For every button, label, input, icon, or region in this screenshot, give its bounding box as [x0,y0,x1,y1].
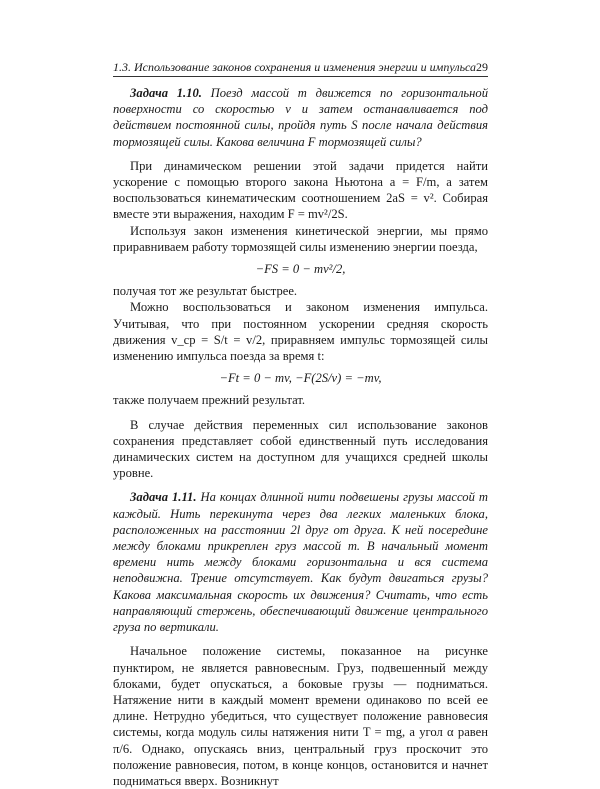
problem-text: Поезд массой m движется по горизонтальной поверхности со скоростью v и затем останавливается под действием постоянной силы, пройдя путь S после начала действия тормозящей силы. Какова величина F тормозящей силы? [113,86,489,149]
problem-heading: Задача 1.11. [130,490,197,505]
problem-text: На концах длинной нити подвешены грузы массой m каждый. Нить перекинута через два легких маленьких блока, расположенных на расстоянии 2l друг от друга. К ней посередине между блоками прикреплен груз массой m. В начальный момент времени нить между блоками горизонтальна и вся система неподвижна. Трение отсутствует. Как будут двигаться грузы? Какова максимальная скорость их движения? Считать, что есть направляющий стержень, обеспечивающий движение центрального груза по вертикали. [113,490,488,635]
paragraph: также получаем прежний результат. [113,393,306,408]
paragraph: При динамическом решении этой задачи придется найти ускорение с помощью второго закона Ньютона a = F/m, а затем воспользоваться кинематическим соотношением 2aS = v². Собирая вместе эти выражения, находим F = mv²/2S. [113,158,488,222]
paragraph: В случае действия переменных сил использование законов сохранения представляет собой единственный путь исследования динамических систем на доступном для учащихся средней школы уровне. [113,417,488,481]
page-number: 29 [476,60,488,74]
page-body [113,85,488,789]
problem-heading: Задача 1.10. [130,86,202,100]
paragraph: Начальное положение системы, показанное на рисунке пунктиром, не является равновесным. Груз, подвешенный между блоками, будет опускаться, а боковые грузы — подниматься. Натяжение нити в каждый момент времени одинаково по всей ее длине. Нетрудно убедиться, что существует положение равновесия системы, когда модуль силы натяжения нити T = mg, а угол α равен π/6. Однако, опускаясь вниз, центральный груз проскочит это положение равновесия, потом, в конце концов, остановится и начнет подниматься вверх. Возникнут [113,644,488,788]
problem-1-11 [113,489,488,635]
running-header [113,60,488,77]
paragraph: Используя закон изменения кинетической энергии, мы прямо приравниваем работу тормозящей силы изменению энергии поезда, [113,223,488,254]
paragraph: получая тот же результат быстрее. [113,284,298,299]
equation: −Ft = 0 − mv, −F(2S/v) = −mv, [219,371,382,386]
problem-1-10 [113,85,488,150]
paragraph: Можно воспользоваться и законом изменения импульса. Учитывая, что при постоянном ускорении средняя скорость движения v_ср = S/t = v/2, приравняем импульс тормозящей силы изменению импульса поезда за время t: [113,300,488,364]
header-title: 1.3. Использование законов сохранения и изменения энергии и импульса [113,60,477,74]
equation: −FS = 0 − mv²/2, [255,262,346,277]
